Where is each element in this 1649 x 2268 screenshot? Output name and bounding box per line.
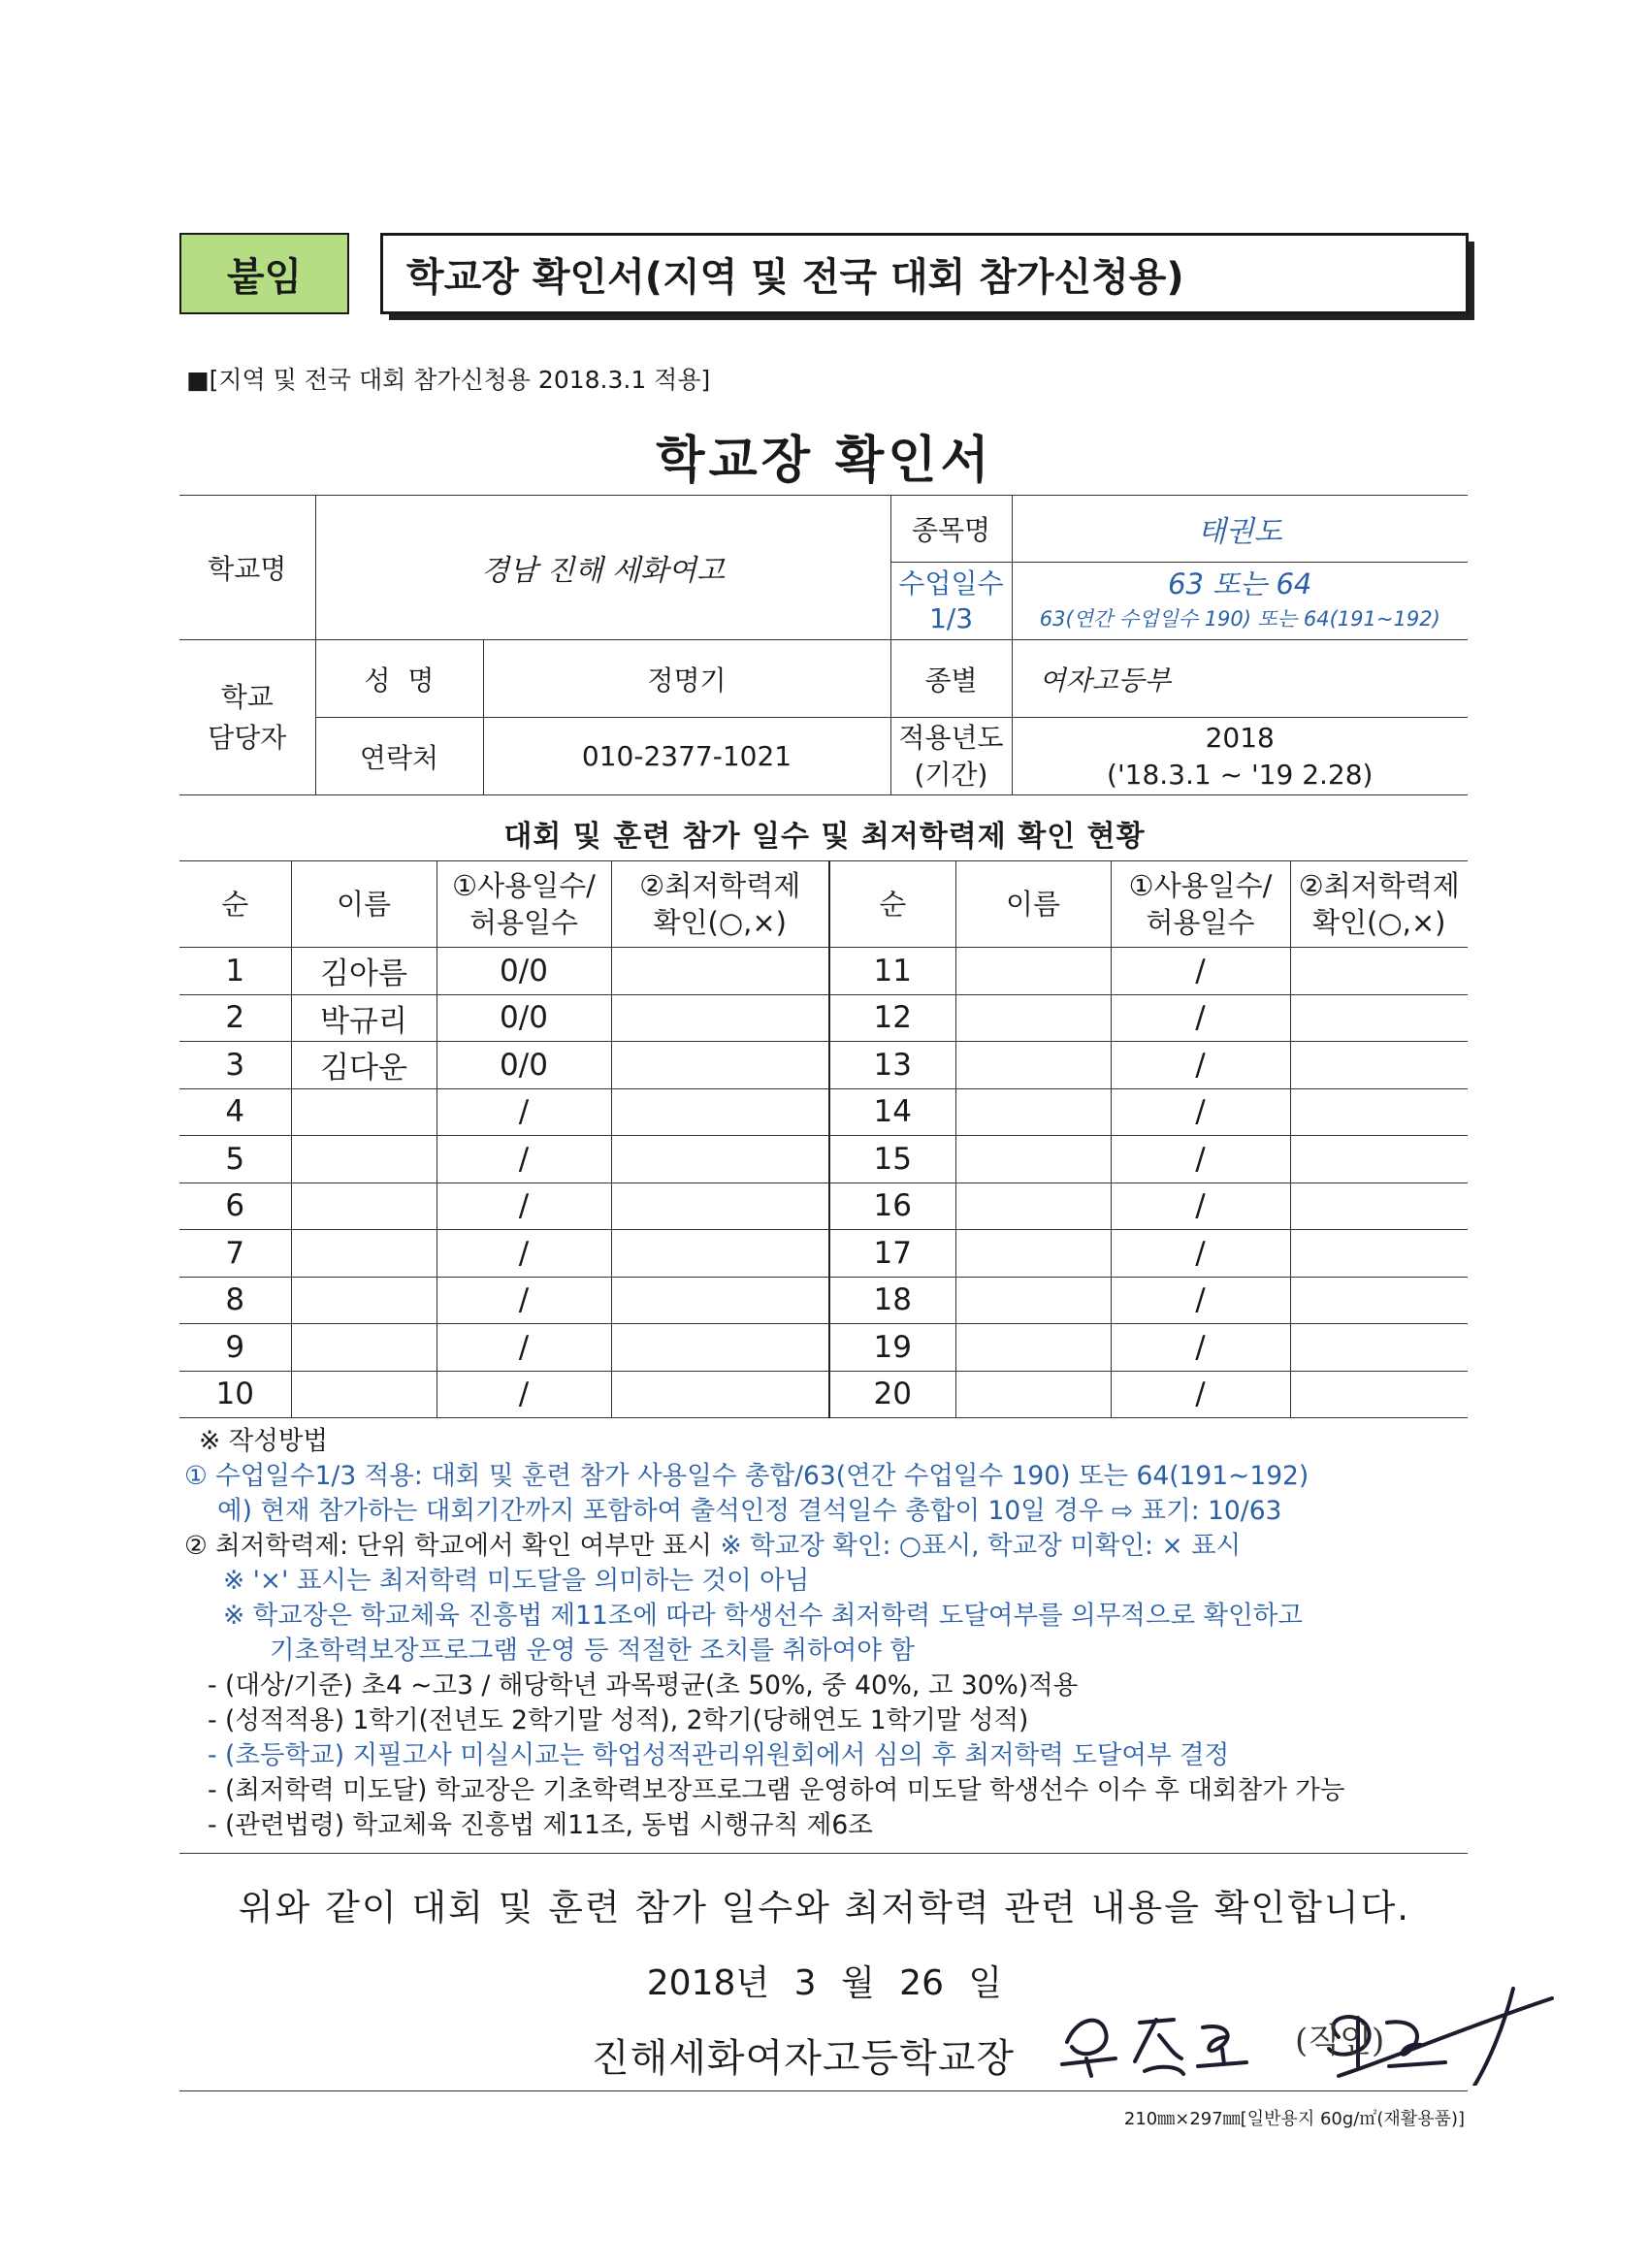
phone-value: 010-2377-1021 bbox=[483, 718, 890, 795]
col-min-left-line1: ②최저학력제 bbox=[639, 869, 801, 902]
row-days-right: / bbox=[1111, 1136, 1290, 1183]
row-check-left bbox=[611, 1136, 829, 1183]
contact-label-line1: 학교 bbox=[220, 680, 274, 713]
row-no-left: 10 bbox=[179, 1371, 291, 1418]
year-value-line1: 2018 bbox=[1205, 721, 1275, 754]
row-check-left bbox=[611, 1230, 829, 1278]
row-days-left: / bbox=[436, 1183, 611, 1230]
row-name-left bbox=[291, 1183, 436, 1230]
paper-spec: 210㎜×297㎜[일반용지 60g/㎡(재활용품)] bbox=[1123, 2109, 1465, 2129]
year-label-line1: 적용년도 bbox=[898, 721, 1004, 754]
classdays-value-line2: 63(연간 수업일수 190) 또는 64(191~192) bbox=[1039, 606, 1440, 631]
row-days-right: / bbox=[1111, 1183, 1290, 1230]
year-label bbox=[890, 718, 1012, 795]
row-name-right bbox=[955, 1277, 1111, 1324]
detail-target: - (대상/기준) 초4 ~고3 / 해당학년 과목평균(초 50%, 중 40%, 고 30%)적용 bbox=[208, 1670, 1079, 1701]
year-value-line2: ('18.3.1 ~ '19 2.28) bbox=[1107, 758, 1374, 791]
row-check-right bbox=[1290, 1371, 1468, 1418]
col-min-left-line2: 확인(○,×) bbox=[653, 906, 787, 939]
col-days-left-line1: ①사용일수/ bbox=[452, 869, 596, 902]
row-no-right: 20 bbox=[829, 1371, 955, 1418]
row-check-right bbox=[1290, 1136, 1468, 1183]
table-row bbox=[179, 1371, 1468, 1418]
row-days-left: / bbox=[436, 1136, 611, 1183]
row-no-right: 14 bbox=[829, 1088, 955, 1136]
note-3: ※ '×' 표시는 최저학력 미도달을 의미하는 것이 아님 bbox=[223, 1566, 810, 1596]
year-label-line2: (기간) bbox=[914, 758, 988, 791]
name-label: 성 명 bbox=[315, 640, 483, 718]
row-check-right bbox=[1290, 1277, 1468, 1324]
row-days-left: / bbox=[436, 1277, 611, 1324]
row-no-left: 5 bbox=[179, 1136, 291, 1183]
attachment-badge: 붙임 bbox=[179, 233, 349, 314]
row-no-right: 19 bbox=[829, 1324, 955, 1372]
table-row bbox=[179, 1277, 1468, 1324]
row-days-left: / bbox=[436, 1324, 611, 1372]
detail-law: - (관련법령) 학교체육 진흥법 제11조, 동법 시행규칙 제6조 bbox=[208, 1810, 873, 1840]
notes-section bbox=[184, 1424, 1484, 1843]
row-name-left bbox=[291, 1371, 436, 1418]
classdays-label bbox=[890, 563, 1012, 640]
row-name-right bbox=[955, 1136, 1111, 1183]
note-2 bbox=[184, 1529, 1484, 1564]
col-min-left bbox=[611, 861, 829, 948]
col-days-left-line2: 허용일수 bbox=[469, 906, 579, 939]
note-2-text: ② 최저학력제: 단위 학교에서 확인 여부만 표시 bbox=[184, 1531, 713, 1561]
document-title-box bbox=[380, 233, 1469, 314]
row-days-right: / bbox=[1111, 1371, 1290, 1418]
col-name-right: 이름 bbox=[955, 861, 1111, 948]
table-row bbox=[179, 1230, 1468, 1278]
row-check-right bbox=[1290, 994, 1468, 1042]
row-check-left bbox=[611, 1324, 829, 1372]
phone-label: 연락처 bbox=[315, 718, 483, 795]
row-days-right: / bbox=[1111, 1230, 1290, 1278]
roster-body bbox=[179, 861, 1468, 1418]
row-days-right: / bbox=[1111, 948, 1290, 995]
row-name-left bbox=[291, 1088, 436, 1136]
row-days-right: / bbox=[1111, 994, 1290, 1042]
row-check-left bbox=[611, 948, 829, 995]
row-name-right bbox=[955, 948, 1111, 995]
row-days-left: / bbox=[436, 1088, 611, 1136]
table-row bbox=[179, 1324, 1468, 1372]
school-value: 경남 진해 세화여고 bbox=[315, 496, 890, 640]
status-section-title: 대회 및 훈련 참가 일수 및 최저학력제 확인 현황 bbox=[503, 820, 1146, 854]
row-name-left: 김다운 bbox=[291, 1042, 436, 1089]
col-min-right-line1: ②최저학력제 bbox=[1298, 869, 1460, 902]
table-row bbox=[179, 994, 1468, 1042]
classdays-label-line2: 1/3 bbox=[928, 601, 974, 634]
row-days-right: / bbox=[1111, 1277, 1290, 1324]
col-days-right-line2: 허용일수 bbox=[1146, 906, 1255, 939]
row-no-left: 4 bbox=[179, 1088, 291, 1136]
document-title: 학교장 확인서(지역 및 전국 대회 참가신청용) bbox=[406, 254, 1184, 300]
name-value: 정명기 bbox=[483, 640, 890, 718]
row-name-right bbox=[955, 1230, 1111, 1278]
contact-label-line2: 담당자 bbox=[208, 721, 287, 754]
table-row bbox=[179, 1088, 1468, 1136]
row-name-left bbox=[291, 1136, 436, 1183]
col-min-right bbox=[1290, 861, 1468, 948]
row-check-left bbox=[611, 1088, 829, 1136]
row-no-left: 8 bbox=[179, 1277, 291, 1324]
col-days-right-line1: ①사용일수/ bbox=[1128, 869, 1273, 902]
row-check-left bbox=[611, 1371, 829, 1418]
row-days-left: 0/0 bbox=[436, 994, 611, 1042]
roster-header-row bbox=[179, 861, 1468, 948]
row-no-left: 3 bbox=[179, 1042, 291, 1089]
row-no-right: 16 bbox=[829, 1183, 955, 1230]
classdays-value bbox=[1012, 563, 1468, 640]
row-no-right: 13 bbox=[829, 1042, 955, 1089]
roster-table bbox=[179, 860, 1468, 1418]
row-check-left bbox=[611, 1277, 829, 1324]
col-days-right bbox=[1111, 861, 1290, 948]
row-days-left: / bbox=[436, 1371, 611, 1418]
info-table bbox=[179, 495, 1468, 795]
year-value bbox=[1012, 718, 1468, 795]
main-title: 학교장 확인서 bbox=[656, 432, 993, 490]
row-name-right bbox=[955, 1088, 1111, 1136]
row-check-left bbox=[611, 994, 829, 1042]
row-name-right bbox=[955, 1042, 1111, 1089]
row-check-right bbox=[1290, 1324, 1468, 1372]
row-no-right: 15 bbox=[829, 1136, 955, 1183]
row-name-right bbox=[955, 994, 1111, 1042]
category-label: 종별 bbox=[890, 640, 1012, 718]
row-no-right: 17 bbox=[829, 1230, 955, 1278]
row-check-right bbox=[1290, 1088, 1468, 1136]
detail-below-minimum: - (최저학력 미도달) 학교장은 기초학력보장프로그램 운영하여 미도달 학생선수 이수 후 대회참가 가능 bbox=[208, 1775, 1345, 1805]
row-name-left: 김아름 bbox=[291, 948, 436, 995]
table-row bbox=[179, 1042, 1468, 1089]
notes-heading: ※ 작성방법 bbox=[199, 1426, 329, 1456]
note-4-cont: 기초학력보장프로그램 운영 등 적절한 조치를 취하여야 함 bbox=[270, 1636, 915, 1666]
detail-elementary: - (초등학교) 지필고사 미실시교는 학업성적관리위원회에서 심의 후 최저학력 도달여부 결정 bbox=[208, 1740, 1230, 1770]
row-check-left bbox=[611, 1183, 829, 1230]
row-no-left: 2 bbox=[179, 994, 291, 1042]
row-name-right bbox=[955, 1371, 1111, 1418]
row-no-right: 18 bbox=[829, 1277, 955, 1324]
category-value: 여자고등부 bbox=[1012, 640, 1468, 718]
issue-date: 2018년 3 월 26 일 bbox=[646, 1963, 1003, 2003]
row-days-left: 0/0 bbox=[436, 1042, 611, 1089]
row-no-left: 9 bbox=[179, 1324, 291, 1372]
row-no-left: 6 bbox=[179, 1183, 291, 1230]
row-days-left: / bbox=[436, 1230, 611, 1278]
col-no-left: 순 bbox=[179, 861, 291, 948]
row-check-right bbox=[1290, 1230, 1468, 1278]
col-no-right: 순 bbox=[829, 861, 955, 948]
principal-title: 진해세화여자고등학교장 bbox=[592, 2036, 1016, 2081]
school-label: 학교명 bbox=[179, 496, 315, 640]
row-check-right bbox=[1290, 1042, 1468, 1089]
table-row bbox=[179, 948, 1468, 995]
detail-grades: - (성적적용) 1학기(전년도 2학기말 성적), 2학기(당해연도 1학기말 성적) bbox=[208, 1705, 1029, 1735]
classdays-value-line1: 63 또는 64 bbox=[1168, 567, 1312, 600]
event-label: 종목명 bbox=[890, 496, 1012, 563]
row-days-right: / bbox=[1111, 1088, 1290, 1136]
note-1-example: 예) 현재 참가하는 대회기간까지 포함하여 출석인정 결석일수 총합이 10일 경우 ⇨ 표기: 10/63 bbox=[217, 1496, 1282, 1526]
col-min-right-line2: 확인(○,×) bbox=[1312, 906, 1446, 939]
row-no-left: 1 bbox=[179, 948, 291, 995]
row-days-left: 0/0 bbox=[436, 948, 611, 995]
table-row bbox=[179, 1183, 1468, 1230]
row-no-right: 12 bbox=[829, 994, 955, 1042]
row-days-right: / bbox=[1111, 1042, 1290, 1089]
seal-text: (직인) bbox=[1295, 2022, 1385, 2060]
classdays-label-line1: 수업일수 bbox=[898, 567, 1004, 599]
notes-divider bbox=[179, 1853, 1468, 1854]
principal-signature bbox=[1048, 1969, 1600, 2086]
col-days-left bbox=[436, 861, 611, 948]
form-subheader: ■[지역 및 전국 대회 참가신청용 2018.3.1 적용] bbox=[186, 366, 711, 394]
contact-label bbox=[179, 640, 315, 795]
row-check-left bbox=[611, 1042, 829, 1089]
row-name-left: 박규리 bbox=[291, 994, 436, 1042]
note-4: ※ 학교장은 학교체육 진흥법 제11조에 따라 학생선수 최저학력 도달여부를 의무적으로 확인하고 bbox=[223, 1601, 1303, 1631]
row-name-left bbox=[291, 1324, 436, 1372]
confirmation-statement: 위와 같이 대회 및 훈련 참가 일수와 최저학력 관련 내용을 확인합니다. bbox=[238, 1887, 1411, 1928]
row-name-left bbox=[291, 1277, 436, 1324]
footer-divider bbox=[179, 2090, 1468, 2091]
col-name-left: 이름 bbox=[291, 861, 436, 948]
row-name-right bbox=[955, 1183, 1111, 1230]
table-row bbox=[179, 1136, 1468, 1183]
row-name-left bbox=[291, 1230, 436, 1278]
row-no-right: 11 bbox=[829, 948, 955, 995]
row-days-right: / bbox=[1111, 1324, 1290, 1372]
row-no-left: 7 bbox=[179, 1230, 291, 1278]
row-check-right bbox=[1290, 1183, 1468, 1230]
note-1: ① 수업일수1/3 적용: 대회 및 훈련 참가 사용일수 총합/63(연간 수업일수 190) 또는 64(191~192) bbox=[184, 1461, 1310, 1491]
note-2-marking: ※ 학교장 확인: ○표시, 학교장 미확인: × 표시 bbox=[720, 1531, 1242, 1561]
row-name-right bbox=[955, 1324, 1111, 1372]
row-check-right bbox=[1290, 948, 1468, 995]
event-value: 태권도 bbox=[1012, 496, 1468, 563]
